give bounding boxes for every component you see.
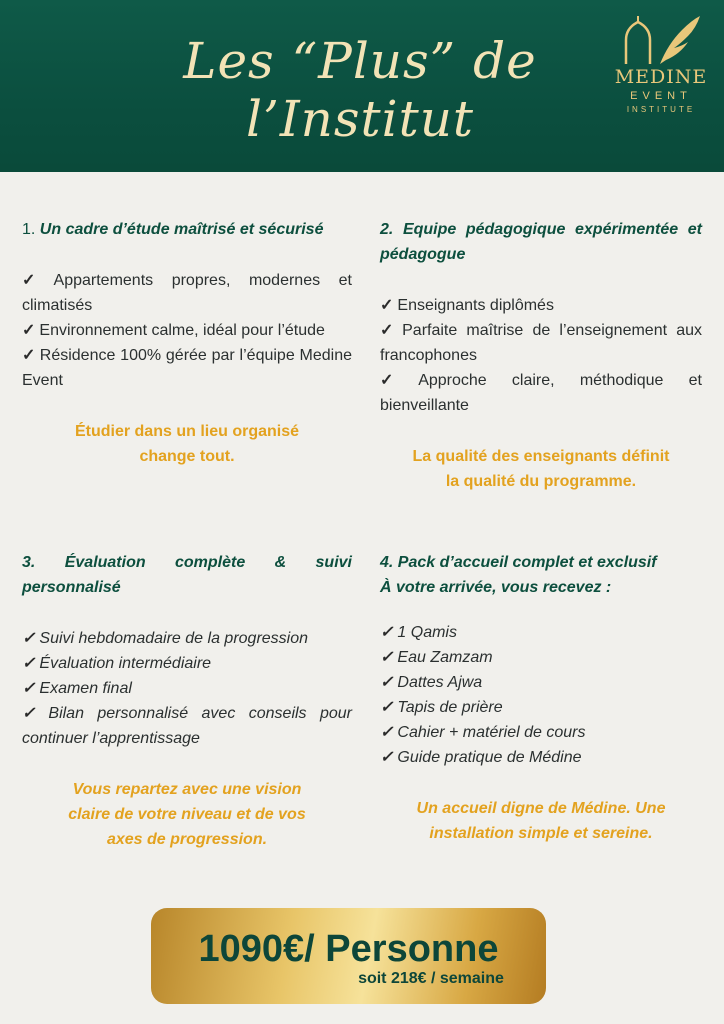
logo-sub2: INSTITUTE xyxy=(626,105,696,114)
checkmark-icon: ✓ xyxy=(380,699,394,716)
section-3-number: 3. xyxy=(22,554,36,571)
section-2-highlight: La qualité des enseignants définit la qualité du programme. xyxy=(412,448,670,490)
checkmark-icon: ✓ xyxy=(380,674,394,691)
checkmark-icon: ✓ xyxy=(380,649,394,666)
section-3-highlight: Vous repartez avec une vision claire de votre niveau et de vos axes de progression. xyxy=(68,781,306,848)
section-1-highlight: Étudier dans un lieu organisé change tout. xyxy=(74,423,300,465)
price-per-week: soit 218€ / semaine xyxy=(358,970,504,987)
list-item: ✓ Guide pratique de Médine xyxy=(380,749,582,766)
list-item: ✓ Résidence 100% gérée par l’équipe Medine Event xyxy=(22,347,352,389)
logo-name: MEDINE xyxy=(614,66,708,88)
section-1-title-text: Un cadre d’étude maîtrisé et sécurisé xyxy=(39,221,324,238)
checkmark-icon: ✓ xyxy=(380,297,394,314)
section-4-list xyxy=(380,620,702,770)
list-item: ✓ Approche claire, méthodique et bienveillante xyxy=(380,372,702,414)
medine-event-logo xyxy=(606,10,716,120)
checkmark-icon: ✓ xyxy=(380,624,394,641)
section-4-highlight: Un accueil digne de Médine. Une installation simple et sereine. xyxy=(416,800,666,842)
list-item: ✓ Tapis de prière xyxy=(380,699,503,716)
price-box xyxy=(151,908,546,1004)
checkmark-icon: ✓ xyxy=(380,322,399,339)
section-2-number: 2. xyxy=(380,221,394,238)
page-title xyxy=(150,32,570,148)
section-1-title xyxy=(22,217,352,242)
checkmark-icon: ✓ xyxy=(22,347,36,364)
title-line-1: Les “Plus” de xyxy=(183,32,537,90)
list-item: ✓ Bilan personnalisé avec conseils pour continuer l’apprentissage xyxy=(22,705,353,747)
list-item: ✓ Suivi hebdomadaire de la progression xyxy=(22,630,309,647)
section-1-list xyxy=(22,268,352,393)
section-4 xyxy=(380,550,702,846)
section-1-number: 1. xyxy=(22,221,36,238)
logo-sub1: EVENT xyxy=(630,90,692,102)
list-item: ✓ Environnement calme, idéal pour l’étude xyxy=(22,322,325,339)
section-4-number: 4. xyxy=(380,554,394,571)
section-4-intro: À votre arrivée, vous recevez : xyxy=(380,579,612,596)
header-banner xyxy=(0,0,724,172)
title-line-2: l’Institut xyxy=(246,90,474,148)
section-2-list xyxy=(380,293,702,418)
mosque-feather-icon xyxy=(616,14,704,66)
checkmark-icon: ✓ xyxy=(22,655,36,672)
section-3-title xyxy=(22,550,352,600)
section-4-title xyxy=(380,550,702,575)
list-item: ✓ Parfaite maîtrise de l’enseignement aux francophones xyxy=(380,322,703,364)
checkmark-icon: ✓ xyxy=(22,680,36,697)
section-2-title xyxy=(380,217,702,267)
section-2 xyxy=(380,217,702,494)
checkmark-icon: ✓ xyxy=(22,705,45,722)
list-item: ✓ Eau Zamzam xyxy=(380,649,493,666)
price-main: 1090€/ Personne xyxy=(198,928,499,970)
list-item: ✓ Enseignants diplômés xyxy=(380,297,554,314)
section-1 xyxy=(22,217,352,469)
checkmark-icon: ✓ xyxy=(22,630,36,647)
list-item: ✓ Examen final xyxy=(22,680,132,697)
list-item: ✓ Évaluation intermédiaire xyxy=(22,655,212,672)
checkmark-icon: ✓ xyxy=(380,724,394,741)
checkmark-icon: ✓ xyxy=(380,749,394,766)
section-3-list xyxy=(22,626,352,751)
section-3-title-text: Évaluation complète & suivi personnalisé xyxy=(22,554,352,596)
list-item: ✓ Cahier + matériel de cours xyxy=(380,724,586,741)
section-2-title-text: Equipe pédagogique expérimentée et pédagogue xyxy=(380,221,702,263)
list-item: ✓ Appartements propres, modernes et climatisés xyxy=(22,272,353,314)
checkmark-icon: ✓ xyxy=(22,272,50,289)
section-3 xyxy=(22,550,352,852)
list-item: ✓ Dattes Ajwa xyxy=(380,674,483,691)
section-4-title-text: Pack d’accueil complet et exclusif xyxy=(397,554,657,571)
list-item: ✓ 1 Qamis xyxy=(380,624,457,641)
checkmark-icon: ✓ xyxy=(22,322,36,339)
checkmark-icon: ✓ xyxy=(380,372,415,389)
